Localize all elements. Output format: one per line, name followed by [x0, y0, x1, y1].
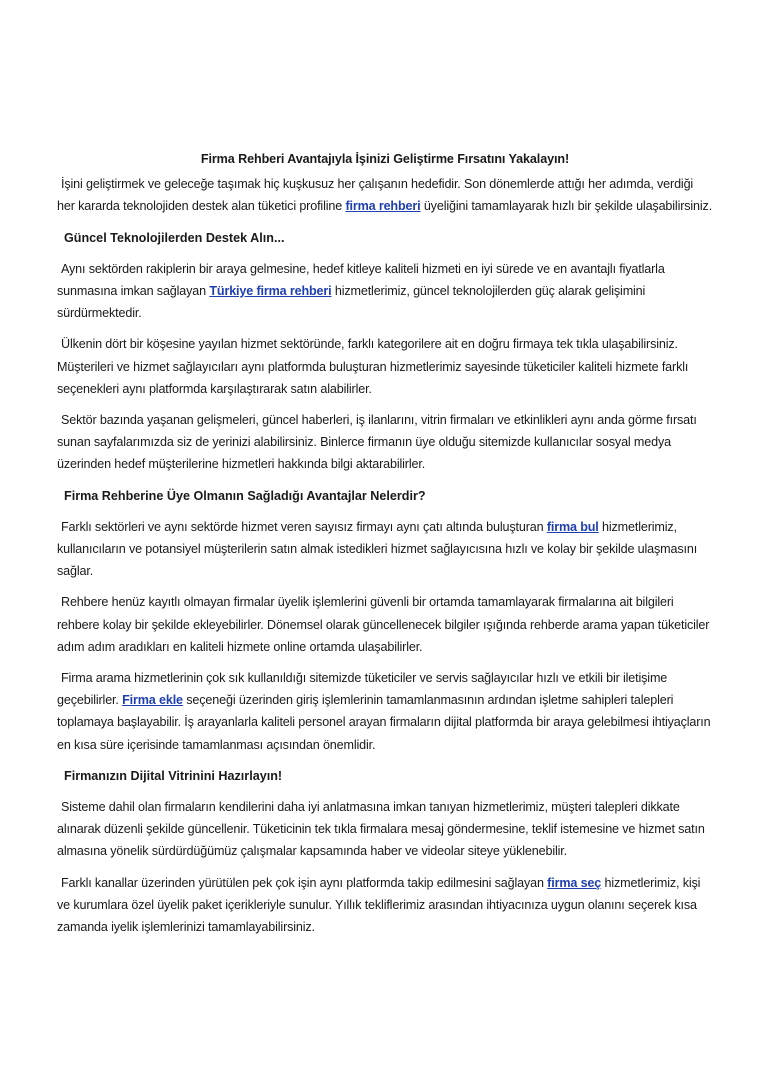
intro-text-end: üyeliğini tamamlayarak hızlı bir şekilde ulaşabilirsiniz. — [420, 199, 713, 214]
paragraph-4 — [57, 516, 713, 583]
intro-paragraph — [57, 173, 713, 217]
paragraph-8-text: Farklı kanallar üzerinden yürütülen pek çok işin aynı platformda takip edilmesini sağlayan — [61, 875, 548, 890]
paragraph-6-text: Firma arama hizmetlerinin çok sık kullanıldığı sitemizde tüketiciler ve servis sağlayıcılar hızlı ve etkili bir iletişime geçebilirler. — [57, 671, 668, 708]
paragraph-1 — [57, 258, 713, 325]
paragraph-6 — [57, 667, 713, 756]
firma-ekle-link[interactable]: Firma ekle — [122, 693, 183, 708]
intro-text: İşini geliştirmek ve geleceğe taşımak hiç kuşkusuz her çalışanın hedefidir. Son dönemlerde attığı her adımda, verdiği her kararda teknolojiden destek alan tüketici profiline — [57, 177, 694, 214]
section-heading-avantajlar: Firma Rehberine Üye Olmanın Sağladığı Avantajlar Nelerdir? — [64, 488, 426, 503]
paragraph-8 — [57, 872, 713, 939]
firma-sec-link[interactable]: firma seç — [547, 875, 602, 890]
paragraph-8-text-end: hizmetlerimiz, kişi ve kurumlara özel üyelik paket içerikleriyle sunulur. Yıllık tekliflerimiz arasından ihtiyacınıza uygun olanını seçerek kısa zamanda iyelik işlemlerinizi tamamlayabilirsiniz. — [57, 875, 701, 935]
firma-rehberi-link[interactable]: firma rehberi — [345, 199, 421, 214]
paragraph-3: Sektör bazında yaşanan gelişmeleri, güncel haberleri, iş ilanlarını, vitrin firmaları ve etkinlikleri aynı anda görme fırsatı sunan sayfalarımızda siz de yerinizi alabilirsiniz. Binlerce firmanın üye olduğu sitemizde kullanıcılar sosyal medya üzerinden hedef müşterilerine hizmetleri hakkında bilgi aktarabilirler. — [57, 413, 697, 472]
paragraph-4-text-end: hizmetlerimiz, kullanıcıların ve potansiyel müşterilerin satın almak istedikleri hizmet sağlayıcısına hızlı ve kolay bir şekilde ulaşmasını sağlar. — [57, 519, 698, 579]
paragraph-1-text: Aynı sektörden rakiplerin bir araya gelmesine, hedef kitleye kaliteli hizmeti en iyi sürede ve en avantajlı fiyatlarla sunmasına imkan sağlayan — [57, 261, 665, 299]
paragraph-7: Sisteme dahil olan firmaların kendilerini daha iyi anlatmasına imkan tanıyan hizmetlerimiz, müşteri talepleri dikkate alınarak düzenli şekilde güncellenir. Tüketicinin tek tıkla firmalara mesaj göndermesine, teklif istemesine ve hizmet satın almasına yönelik sürdürdüğümüz çalışmalar kapsamında haber ve videolar siteye yüklenebilir. — [57, 800, 705, 859]
turkiye-firma-rehberi-link[interactable]: Türkiye firma rehberi — [209, 284, 332, 299]
document-title: Firma Rehberi Avantajıyla İşinizi Geliştirme Fırsatını Yakalayın! — [200, 152, 570, 166]
paragraph-2: Ülkenin dört bir köşesine yayılan hizmet sektöründe, farklı kategorilere ait en doğru firmaya tek tıkla ulaşabilirsiniz. Müşterileri ve hizmet sağlayıcıları aynı platformda buluşturan hizmetlerimiz sayesinde tüketiciler kaliteli hizmete farklı seçenekleri aynı platformda karşılaştırarak satın alabilirler. — [57, 337, 689, 396]
paragraph-1-text-end: hizmetlerimiz, güncel teknolojilerden güç alarak gelişimini sürdürmektedir. — [57, 284, 646, 321]
paragraph-5: Rehbere henüz kayıtlı olmayan firmalar üyelik işlemlerini güvenli bir ortamda tamamlayarak firmalarına ait bilgileri rehbere kolay bir şekilde ekleyebilirler. Dönemsel olarak güncellenecek bilgiler ışığında rehberde arama yapan tüketiciler adım adım aradıkları en kaliteli hizmete online ortamda ulaşabilirler. — [57, 595, 710, 654]
section-heading-vitrin: Firmanızın Dijital Vitrinini Hazırlayın! — [64, 768, 283, 783]
document-page — [57, 148, 713, 947]
section-heading-teknoloji: Güncel Teknolojilerden Destek Alın... — [64, 230, 285, 245]
firma-bul-link[interactable]: firma bul — [546, 519, 599, 534]
paragraph-4-text: Farklı sektörleri ve aynı sektörde hizmet veren sayısız firmayı aynı çatı altında buluşturan — [61, 519, 547, 534]
paragraph-6-text-end: seçeneği üzerinden giriş işlemlerinin tamamlanmasının ardından işletme sahipleri talepleri toplamaya başlayabilir. İş arayanlarla kaliteli personel arayan firmaların dijital platformda bir araya gelebilmesi ihtiyaçların en kısa süre içerisinde tamamlanması açısından önemlidir. — [57, 693, 711, 752]
